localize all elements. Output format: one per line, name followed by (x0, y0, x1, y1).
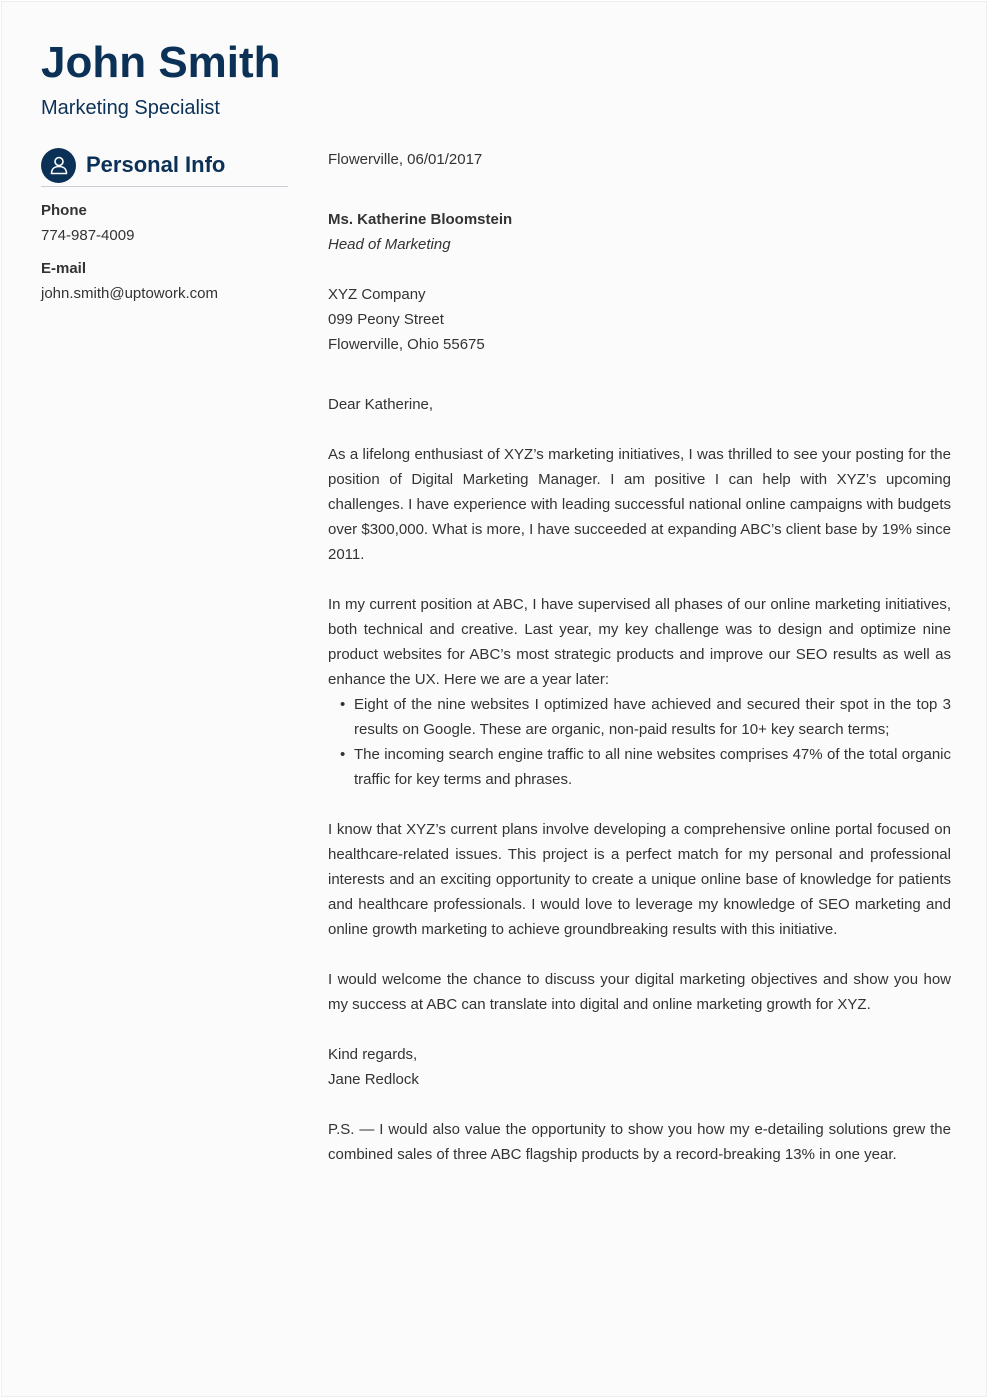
recipient-name: Ms. Katherine Bloomstein (328, 211, 513, 228)
phone-label: Phone (41, 202, 87, 219)
user-icon (41, 148, 76, 183)
closing: Kind regards, (328, 1046, 418, 1063)
personal-info-title: Personal Info (86, 152, 226, 177)
cover-letter-page (1, 1, 987, 1397)
bullet-dot-icon: • (340, 746, 346, 763)
signature-name: Jane Redlock (328, 1071, 419, 1088)
signoff-block (328, 1042, 951, 1092)
recipient-block (328, 207, 951, 257)
paragraph-2: In my current position at ABC, I have supervised all phases of our online marketing initiatives, both technical and creative. Last year, my key challenge was to design and optimize nine product websites for ABC’s most strategic products and improve our SEO results as well as enhance the UX. Here we are a year later: (328, 596, 951, 688)
company-address (328, 282, 951, 357)
personal-info-header (41, 147, 288, 187)
greeting: Dear Katherine, (328, 396, 434, 413)
company-city: Flowerville, Ohio 55675 (328, 336, 485, 353)
personal-info-sidebar (41, 147, 288, 304)
paragraph-3: I know that XYZ’s current plans involve developing a comprehensive online portal focused on healthcare-related issues. This project is a perfect match for my personal and professional interests and an exciting opportunity to create a unique online base of knowledge for patients and healthcare professionals. I would love to leverage my knowledge of SEO marketing and online growth marketing to achieve groundbreaking results with this initiative. (328, 821, 951, 938)
place-date: Flowerville, 06/01/2017 (328, 151, 483, 168)
list-item (328, 742, 951, 792)
company-name: XYZ Company (328, 286, 426, 303)
letter-body (328, 147, 951, 1167)
email-value: john.smith@uptowork.com (41, 285, 218, 302)
phone-value: 774-987-4009 (41, 227, 135, 244)
paragraph-1: As a lifelong enthusiast of XYZ’s marketing initiatives, I was thrilled to see your posting for the position of Digital Marketing Manager. I am positive I can help with XYZ’s upcoming challenges. I have experience with leading successful national online campaigns with budgets over $300,000. What is more, I have succeeded at expanding ABC’s client base by 19% since 2011. (328, 446, 951, 563)
list-item-text: Eight of the nine websites I optimized have achieved and secured their spot in the top 3 results on Google. These are organic, non-paid results for 10+ key search terms; (354, 696, 951, 738)
recipient-title: Head of Marketing (328, 236, 451, 253)
list-item-text: The incoming search engine traffic to all nine websites comprises 47% of the total organic traffic for key terms and phrases. (354, 746, 951, 788)
bullet-dot-icon: • (340, 696, 346, 713)
applicant-name: John Smith (41, 38, 281, 87)
achievements-list (328, 692, 951, 792)
email-label: E-mail (41, 260, 87, 277)
postscript: P.S. — I would also value the opportunity to show you how my e-detailing solutions grew the combined sales of three ABC flagship products by a record-breaking 13% in one year. (328, 1121, 951, 1163)
company-street: 099 Peony Street (328, 311, 444, 328)
applicant-role: Marketing Specialist (41, 97, 220, 119)
paragraph-4: I would welcome the chance to discuss your digital marketing objectives and show you how my success at ABC can translate into digital and online marketing growth for XYZ. (328, 971, 951, 1013)
list-item (328, 692, 951, 742)
